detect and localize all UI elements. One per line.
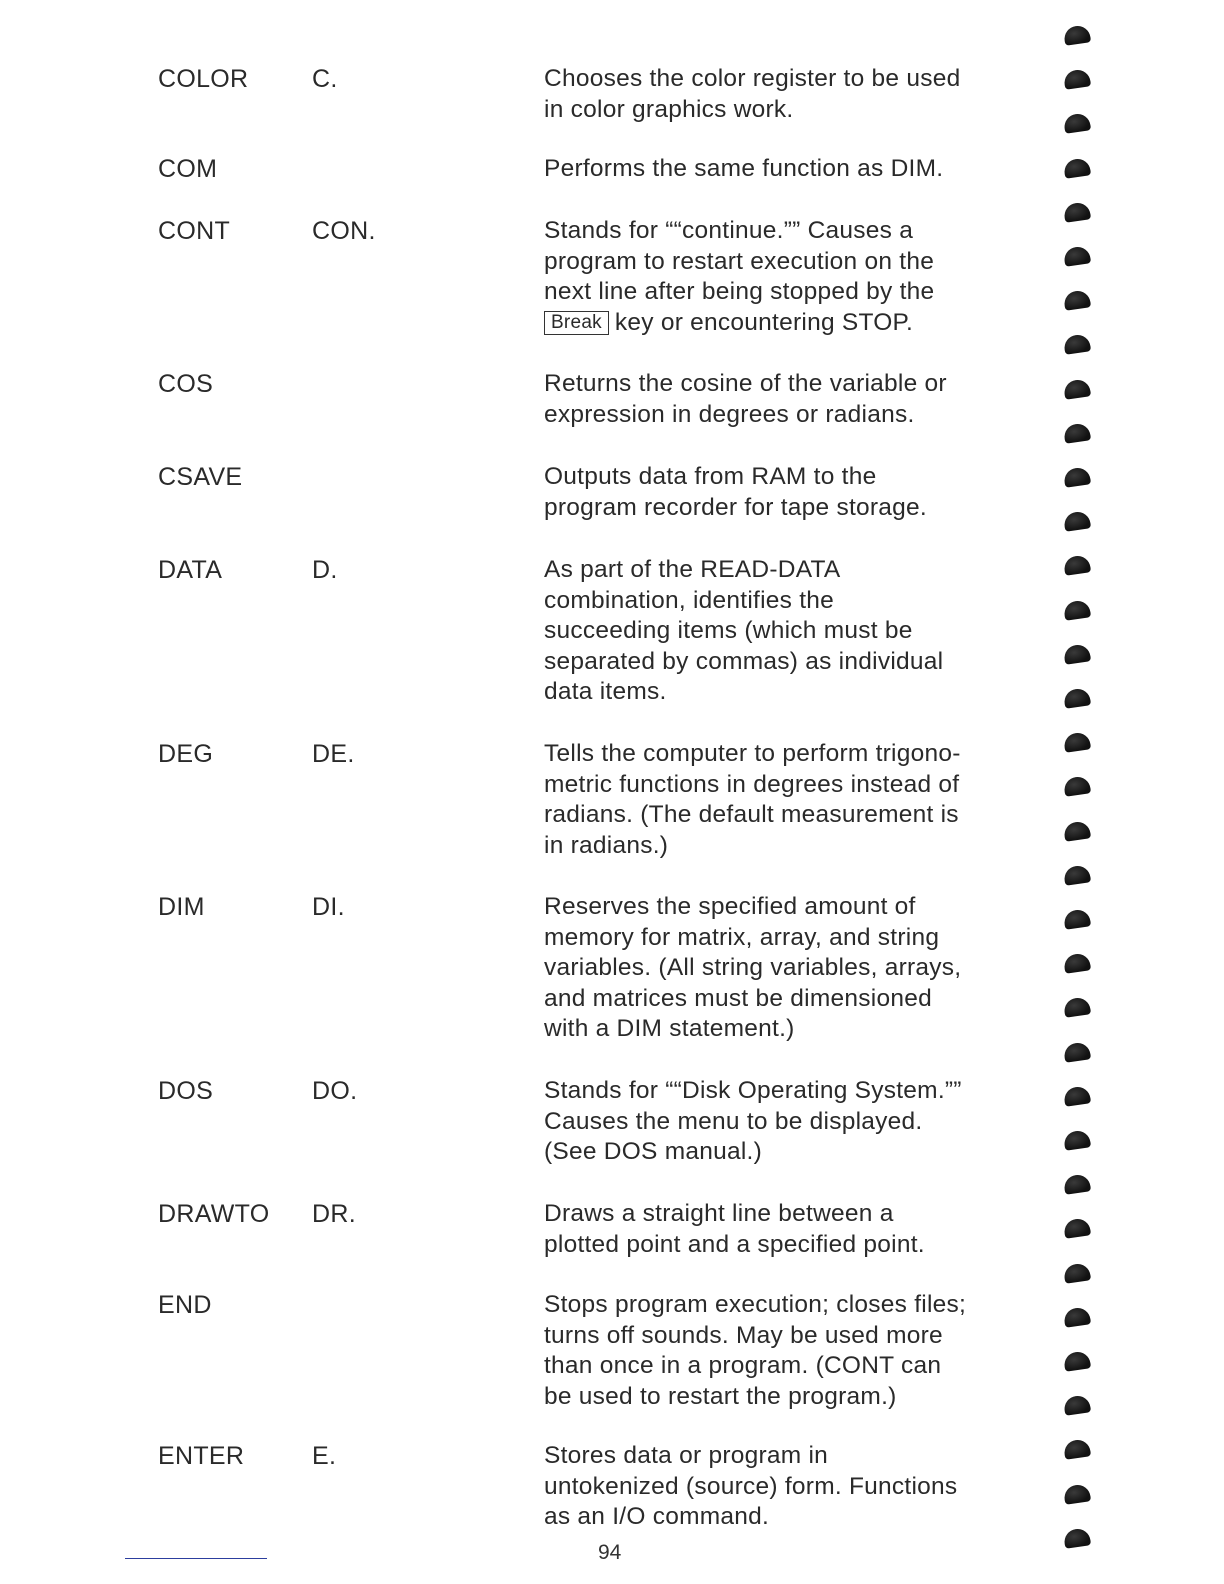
spiral-binding-hole-icon xyxy=(1063,643,1091,664)
spiral-binding-hole-icon xyxy=(1063,1350,1091,1371)
description-line: Chooses the color register to be used xyxy=(544,65,961,92)
description-line: than once in a program. (CONT can xyxy=(544,1352,942,1380)
description-line: radians. (The default measurement is xyxy=(544,801,959,829)
description xyxy=(544,154,1014,185)
keyword: COS xyxy=(158,370,214,398)
keyword: DEG xyxy=(158,740,214,768)
description xyxy=(544,216,1014,338)
page-number: 94 xyxy=(598,1541,622,1564)
spiral-binding-hole-icon xyxy=(1063,776,1091,797)
description-line: turns off sounds. May be used more xyxy=(544,1321,943,1349)
abbreviation: CON. xyxy=(312,217,376,245)
spiral-binding-hole-icon xyxy=(1063,422,1091,443)
description-line: metric functions in degrees instead of xyxy=(544,770,960,798)
abbreviation: DR. xyxy=(312,1200,356,1228)
description xyxy=(544,1441,1014,1533)
spiral-binding-hole-icon xyxy=(1063,555,1091,576)
spiral-binding-hole-icon xyxy=(1063,466,1091,487)
description-line: plotted point and a specified point. xyxy=(544,1230,925,1258)
abbreviation: DI. xyxy=(312,893,345,921)
spiral-binding-hole-icon xyxy=(1063,334,1091,355)
description-line: As part of the READ-DATA xyxy=(544,556,841,583)
spiral-binding-hole-icon xyxy=(1063,68,1091,89)
description-line: with a DIM statement.) xyxy=(544,1015,795,1043)
description xyxy=(544,369,1014,430)
description-line: program to restart execution on the xyxy=(544,247,935,275)
description-line: Stands for ““continue.”” Causes a xyxy=(544,217,914,244)
abbreviation: DO. xyxy=(312,1077,358,1105)
keyword: DRAWTO xyxy=(158,1200,270,1228)
keyword: CSAVE xyxy=(158,463,243,491)
description-line: (See DOS manual.) xyxy=(544,1138,763,1166)
spiral-binding-hole-icon xyxy=(1063,245,1091,266)
spiral-binding-hole-icon xyxy=(1063,24,1091,45)
spiral-binding-hole-icon xyxy=(1063,952,1091,973)
spiral-binding-hole-icon xyxy=(1063,1129,1091,1150)
description-line: combination, identifies the xyxy=(544,586,835,614)
spiral-binding-hole-icon xyxy=(1063,1394,1091,1415)
description-line: expression in degrees or radians. xyxy=(544,400,915,428)
abbreviation: C. xyxy=(312,65,338,93)
spiral-binding-hole-icon xyxy=(1063,1527,1091,1548)
description xyxy=(544,555,1014,708)
description-line: Outputs data from RAM to the xyxy=(544,463,877,490)
spiral-binding-hole-icon xyxy=(1063,157,1091,178)
description xyxy=(544,64,1014,125)
description-line: Causes the menu to be displayed. xyxy=(544,1107,923,1135)
spiral-binding-hole-icon xyxy=(1063,201,1091,222)
spiral-binding-hole-icon xyxy=(1063,687,1091,708)
description xyxy=(544,1076,1014,1168)
spiral-binding-hole-icon xyxy=(1063,997,1091,1018)
description-line: as an I/O command. xyxy=(544,1503,770,1531)
description-line: be used to restart the program.) xyxy=(544,1382,897,1410)
spiral-binding-hole-icon xyxy=(1063,1085,1091,1106)
keycap-line-rest: key or encountering STOP. xyxy=(614,308,914,336)
abbreviation: D. xyxy=(312,556,338,584)
description-line: data items. xyxy=(544,678,667,706)
description-line: Stores data or program in xyxy=(544,1442,829,1469)
description xyxy=(544,892,1014,1045)
keyword: COLOR xyxy=(158,65,249,93)
spiral-binding-hole-icon xyxy=(1063,113,1091,134)
description xyxy=(544,1290,1014,1412)
spiral-binding-hole-icon xyxy=(1063,289,1091,310)
keyword: CONT xyxy=(158,217,231,245)
description xyxy=(544,462,1014,523)
keyword: ENTER xyxy=(158,1442,245,1470)
description-line xyxy=(544,308,1014,339)
spiral-binding-hole-icon xyxy=(1063,510,1091,531)
description-line: Tells the computer to perform trigono- xyxy=(544,740,961,767)
description-line: variables. (All string variables, arrays, xyxy=(544,954,962,982)
description-line: program recorder for tape storage. xyxy=(544,493,927,521)
description-line: succeeding items (which must be xyxy=(544,617,913,645)
abbreviation: DE. xyxy=(312,740,355,768)
spiral-binding-hole-icon xyxy=(1063,820,1091,841)
description-line: next line after being stopped by the xyxy=(544,278,935,306)
description-line: Returns the cosine of the variable or xyxy=(544,370,947,397)
spiral-binding-hole-icon xyxy=(1063,731,1091,752)
description-line: memory for matrix, array, and string xyxy=(544,923,940,951)
keyword: DATA xyxy=(158,556,223,584)
description-line: Stands for ““Disk Operating System.”” xyxy=(544,1077,962,1104)
description-line: in color graphics work. xyxy=(544,95,794,123)
spiral-binding-hole-icon xyxy=(1063,1262,1091,1283)
description-line: Draws a straight line between a xyxy=(544,1200,894,1227)
description xyxy=(544,739,1014,861)
description-line: Stops program execution; closes files; xyxy=(544,1291,967,1318)
spiral-binding-hole-icon xyxy=(1063,908,1091,929)
keyword: END xyxy=(158,1291,212,1319)
description-line: Reserves the specified amount of xyxy=(544,893,916,920)
description-line: Performs the same function as DIM. xyxy=(544,155,944,182)
break-key-icon: Break xyxy=(544,311,609,335)
spiral-binding-hole-icon xyxy=(1063,1306,1091,1327)
spiral-binding-hole-icon xyxy=(1063,864,1091,885)
spiral-binding-hole-icon xyxy=(1063,1439,1091,1460)
spiral-binding-hole-icon xyxy=(1063,599,1091,620)
spiral-binding-hole-icon xyxy=(1063,1173,1091,1194)
spiral-binding-hole-icon xyxy=(1063,1483,1091,1504)
spiral-binding-hole-icon xyxy=(1063,1218,1091,1239)
description-line: in radians.) xyxy=(544,831,669,859)
keyword: DIM xyxy=(158,893,205,921)
keyword: DOS xyxy=(158,1077,214,1105)
description-line: and matrices must be dimensioned xyxy=(544,984,932,1012)
description-line: separated by commas) as individual xyxy=(544,647,944,675)
description xyxy=(544,1199,1014,1260)
keyword: COM xyxy=(158,155,218,183)
footnote-rule xyxy=(125,1558,267,1559)
abbreviation: E. xyxy=(312,1442,337,1470)
spiral-binding xyxy=(1058,26,1098,1556)
spiral-binding-hole-icon xyxy=(1063,1041,1091,1062)
description-line: untokenized (source) form. Functions xyxy=(544,1472,958,1500)
spiral-binding-hole-icon xyxy=(1063,378,1091,399)
